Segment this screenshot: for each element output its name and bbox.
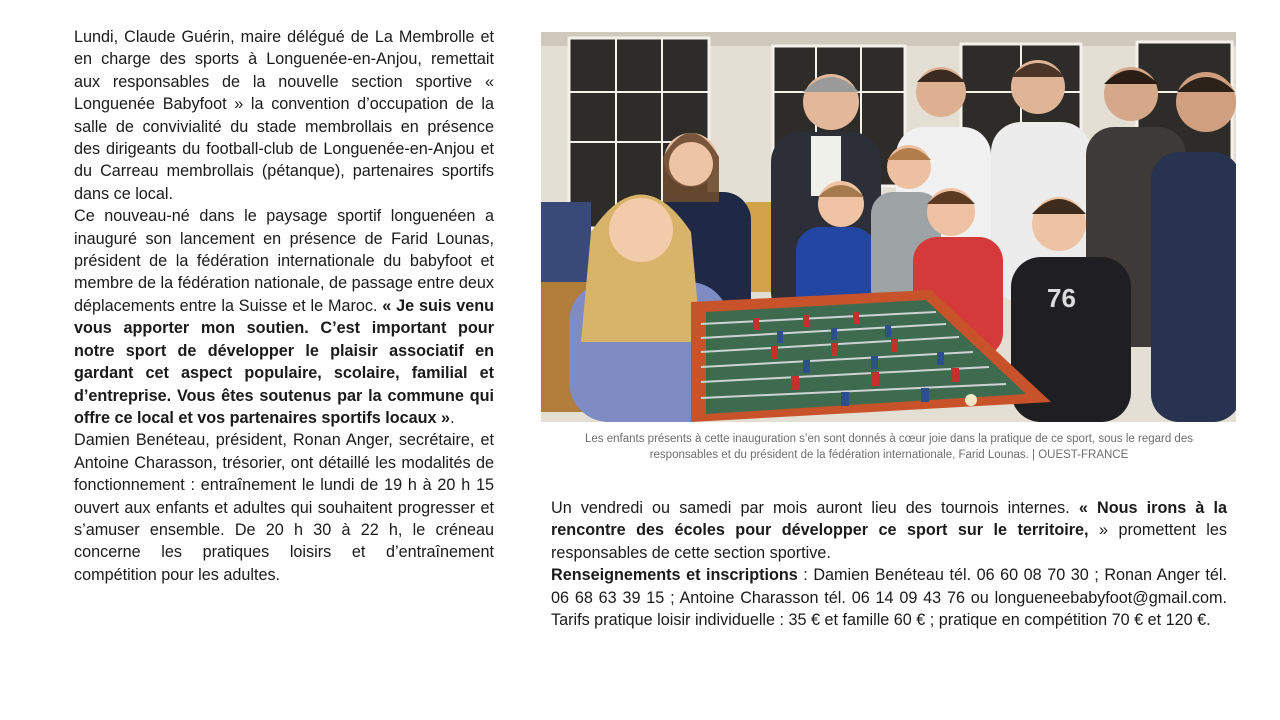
contact-label: Renseignements et inscriptions: [551, 566, 798, 585]
quote-schools: « Nous irons à la rencontre des écoles pour développer ce sport sur le territoire,: [551, 499, 1227, 540]
photo-caption: Les enfants présents à cette inauguration s’en sont donnés à cœur joie dans la pratique de ce sport, sous le regard des responsables et du président de la fédération internationale, Farid Lounas. | OUEST-FRANCE: [585, 433, 1193, 461]
paragraph-organisation: Damien Benéteau, président, Ronan Anger, secrétaire, et Antoine Charasson, trésorier, ont détaillé les modalités de fonctionnement : entraînement le lundi de 19 h à 20 h 15 ouvert aux enfants et adultes qui souhaitent progresser et s’amuser ensemble. De 20 h 30 à 22 h, le créneau concerne les pratiques loisirs et d’entraînement compétition pour les adultes.: [74, 431, 494, 584]
babyfoot-group-photo: [541, 32, 1236, 422]
article-right-column: [551, 497, 1227, 631]
paragraph-inauguration-end: .: [450, 408, 455, 427]
paragraph-contact: [551, 564, 1227, 631]
svg-text:76: 76: [1047, 283, 1076, 313]
paragraph-inauguration: [74, 205, 494, 429]
paragraph-inauguration-text: Ce nouveau-né dans le paysage sportif longuenéen a inauguré son lancement en présence de Farid Lounas, président de la fédération internationale du babyfoot et membre de la fédération nationale, de passage entre deux déplacements entre la Suisse et le Maroc.: [74, 207, 494, 315]
paragraph-intro: Lundi, Claude Guérin, maire délégué de La Membrolle et en charge des sports à Longuenée-en-Anjou, remettait aux responsables de la nouvelle section sportive « Longuenée Babyfoot » la convention d’occupation de la salle de convivialité du stade membrollais en présence des dirigeants du football-club de Longuenée-en-Anjou et du Carreau membrollais (pétanque), partenaires sportifs dans ce local.: [74, 28, 494, 203]
contact-details: : Damien Benéteau tél. 06 60 08 70 30 ; Ronan Anger tél. 06 68 63 39 15 ; Antoine Charasson tél. 06 14 09 43 76 ou longueneebabyfoot@gmail.com. Tarifs pratique loisir individuelle : 35 € et famille 60 € ; pratique en compétition 70 € et 120 €.: [551, 566, 1227, 630]
article-photo: [541, 32, 1236, 422]
paragraph-tournaments: [551, 497, 1227, 564]
article-left-column: [74, 26, 494, 586]
paragraph-tournaments-text: Un vendredi ou samedi par mois auront lieu des tournois internes.: [551, 499, 1079, 517]
quote-farid-lounas: « Je suis venu vous apporter mon soutien. C’est important pour notre sport de développer le plaisir associatif en gardant cet aspect populaire, scolaire, familial et d’entreprise. Vous êtes soutenus par la commune qui offre ce local et vos partenaires sportifs locaux »: [74, 296, 494, 427]
paragraph-tournaments-end: » promettent les responsables de cette section sportive.: [551, 521, 1227, 562]
